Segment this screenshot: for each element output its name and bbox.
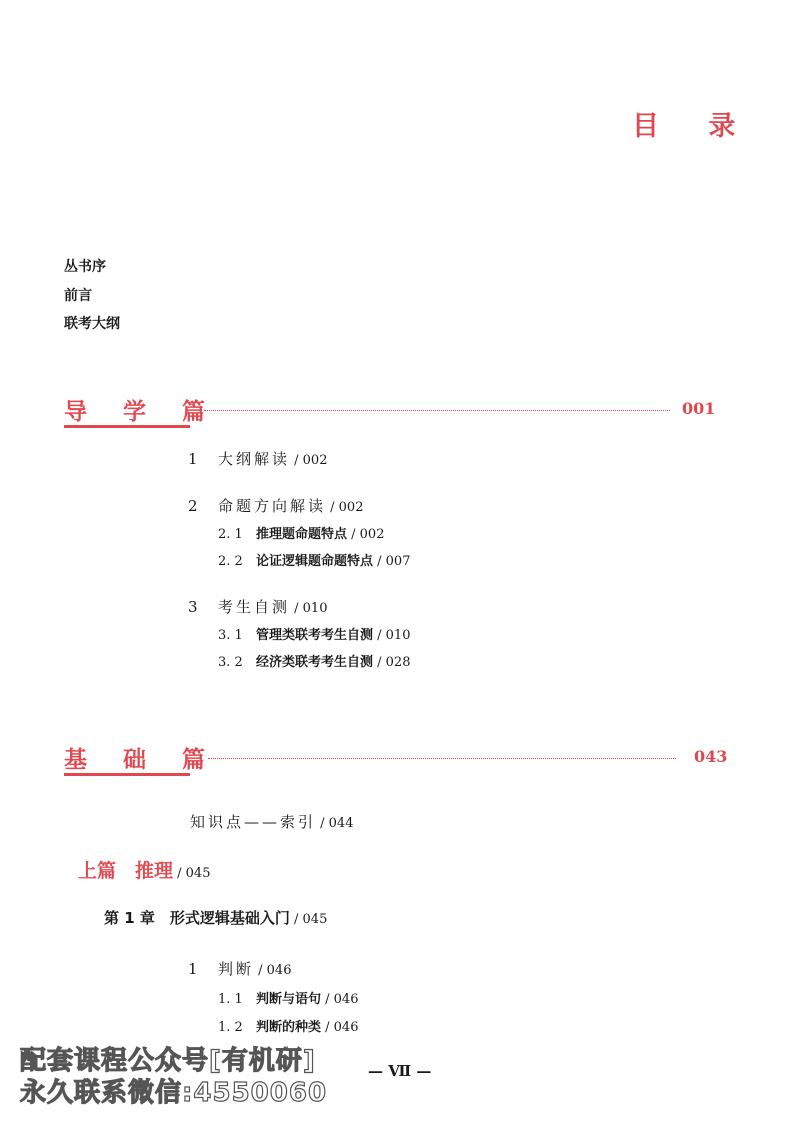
part1-leader-dots — [204, 410, 670, 411]
subsection-title: 判断与语句 — [256, 992, 322, 1007]
section-number: 3 — [188, 598, 198, 616]
section-title: 判断 — [218, 960, 255, 978]
subsection-title: 管理类联考考生自测 — [256, 628, 374, 643]
chapter-page: / 045 — [289, 912, 328, 927]
section-number: 2 — [188, 497, 198, 515]
subsection-page: / 046 — [321, 1020, 359, 1035]
section-title: 考生自测 — [218, 598, 291, 616]
subsection-number: 2. 2 — [218, 554, 243, 569]
section-page: / 002 — [326, 500, 364, 515]
subsection-number: 2. 1 — [218, 527, 243, 542]
section-page: / 010 — [290, 601, 328, 616]
toc-subsection-3-1[interactable] — [218, 624, 410, 643]
part2-title[interactable]: 基 础 篇 — [64, 747, 220, 773]
section-title: 大纲解读 — [218, 450, 291, 468]
section-page: / 046 — [254, 963, 292, 978]
watermark-line-2: 永久联系微信:4550060 — [20, 1078, 328, 1108]
page-folio: — Ⅶ — — [368, 1062, 432, 1080]
subsection-number: 3. 1 — [218, 628, 243, 643]
toc-section-2[interactable] — [188, 495, 363, 516]
toc-half-part[interactable] — [78, 856, 210, 883]
subsection-title: 论证逻辑题命题特点 — [256, 554, 374, 569]
toc-subsection-2-2[interactable] — [218, 550, 410, 569]
subsection-title: 判断的种类 — [256, 1020, 322, 1035]
toc-title: 目 录 — [632, 111, 756, 142]
subsection-number: 1. 1 — [218, 992, 243, 1007]
watermark-line-1: 配套课程公众号[有机研] — [20, 1046, 316, 1076]
subsection-title: 经济类联考考生自测 — [256, 655, 374, 670]
half-part-title: 上篇 推理 — [78, 860, 174, 882]
toc-chapter-section-1[interactable] — [188, 958, 291, 979]
toc-section-1[interactable] — [188, 448, 327, 469]
subsection-page: / 002 — [347, 527, 385, 542]
subsection-page: / 028 — [373, 655, 411, 670]
subsection-title: 推理题命题特点 — [256, 527, 348, 542]
subsection-page: / 007 — [373, 554, 411, 569]
toc-subsection-2-1[interactable] — [218, 523, 384, 542]
front-matter-preface[interactable]: 前言 — [64, 288, 92, 304]
section-number: 1 — [188, 450, 198, 468]
section-title: 命题方向解读 — [218, 497, 327, 515]
part1-title[interactable]: 导 学 篇 — [64, 399, 220, 425]
subsection-page: / 046 — [321, 992, 359, 1007]
front-matter-series-preface[interactable]: 丛书序 — [64, 259, 106, 275]
toc-subsection-3-2[interactable] — [218, 651, 410, 670]
part1-page: 001 — [682, 399, 716, 418]
index-page: / 044 — [316, 816, 354, 831]
toc-section-3[interactable] — [188, 596, 327, 617]
part2-leader-dots — [208, 758, 676, 759]
subsection-number: 1. 2 — [218, 1020, 243, 1035]
section-page: / 002 — [290, 453, 328, 468]
section-number: 1 — [188, 960, 198, 978]
toc-subsection-1-1[interactable] — [218, 988, 358, 1007]
part2-page: 043 — [694, 747, 728, 766]
chapter-title: 第 1 章 形式逻辑基础入门 — [104, 909, 290, 927]
toc-subsection-1-2[interactable] — [218, 1016, 358, 1035]
toc-chapter-1[interactable] — [104, 907, 327, 928]
part2-underline — [64, 773, 190, 776]
index-title: 知识点——索引 — [190, 813, 317, 831]
front-matter-syllabus[interactable]: 联考大纲 — [64, 316, 120, 332]
subsection-number: 3. 2 — [218, 655, 243, 670]
toc-index-entry[interactable] — [190, 811, 353, 832]
half-part-page: / 045 — [173, 866, 211, 881]
part1-underline — [64, 425, 190, 428]
subsection-page: / 010 — [373, 628, 411, 643]
